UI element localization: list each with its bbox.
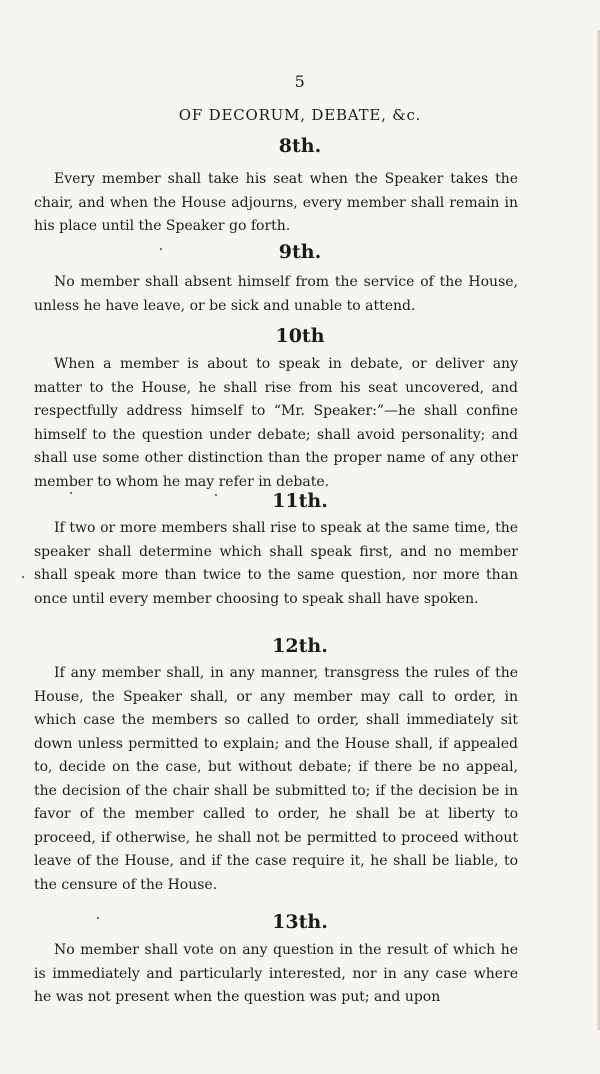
paper-speck [97, 917, 99, 919]
paper-speck [70, 492, 72, 494]
paper-speck [22, 576, 24, 578]
paper-speck [160, 248, 162, 250]
rule-heading-10: 10th [275, 325, 325, 347]
rule-heading-9: 9th. [278, 241, 322, 263]
rule-heading-12: 12th. [272, 635, 328, 657]
rule-heading-13: 13th. [272, 911, 328, 933]
rule-text-10: When a member is about to speak in debate, or deliver any matter to the House, he shall rise from his seat uncovered, and respectfully address himself to “Mr. Speaker:”—he shall confine himself to the question under debate; shall avoid personality; and shall use some other distinction than the proper name of any other member to whom he may refer in debate. [34, 356, 518, 490]
running-head: OF DECORUM, DEBATE, &c. [178, 106, 422, 124]
paper-speck [215, 494, 217, 496]
rule-text-13: No member shall vote on any question in the result of which he is immediately and particularly interested, nor in any case where he was not present when the question was put; and upon [34, 942, 518, 1005]
rule-text-9: No member shall absent himself from the service of the House, unless he have leave, or be sick and unable to attend. [34, 274, 518, 314]
rule-heading-8: 8th. [278, 135, 322, 157]
page-number: 5 [294, 72, 306, 91]
rule-text-8: Every member shall take his seat when the Speaker takes the chair, and when the House adjourns, every member shall remain in his place until the Speaker go forth. [34, 171, 518, 234]
rule-text-12: If any member shall, in any manner, transgress the rules of the House, the Speaker shall, or any member may call to order, in which case the members so called to order, shall immediately sit down unless permitted to explain; and the House shall, if appealed to, decide on the case, but without debate; if there be no appeal, the decision of the chair shall be submitted to; if the decision be in favor of the member called to order, he shall be at liberty to proceed, if otherwise, he shall not be permitted to proceed without leave of the House, and if the case require it, he shall be liable, to the censure of the House. [34, 665, 518, 893]
rule-text-11: If two or more members shall rise to speak at the same time, the speaker shall determine which shall speak first, and no member shall speak more than twice to the same question, nor more than once until every member choosing to speak shall have spoken. [34, 520, 518, 607]
rule-heading-11: 11th. [272, 490, 328, 512]
